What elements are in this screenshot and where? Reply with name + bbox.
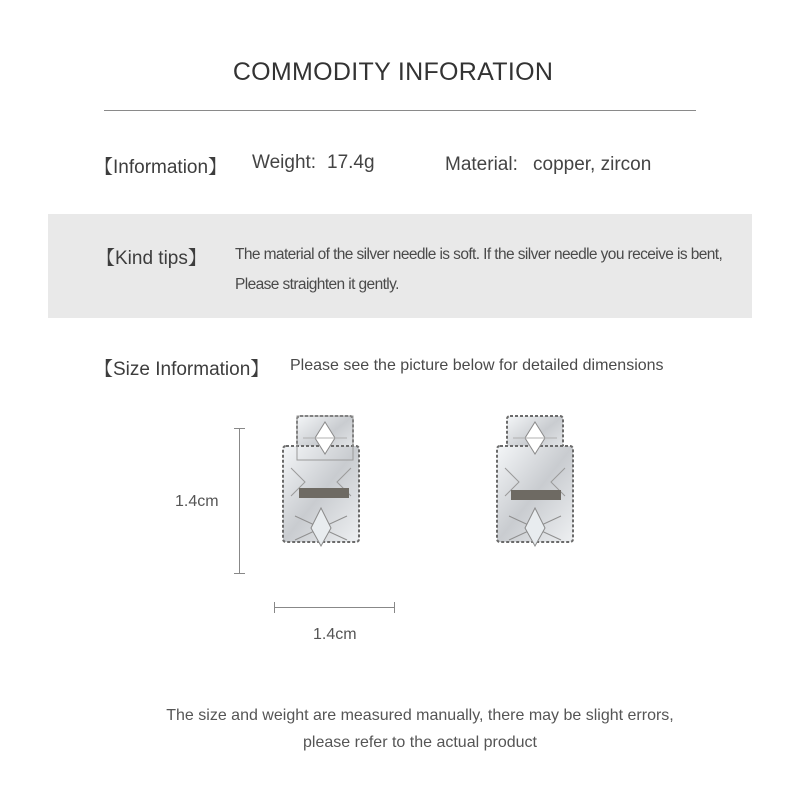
kind-tips-line-1: The material of the silver needle is soft. If the silver needle you receive is bent, [235,246,723,263]
earring-icon [275,412,365,552]
kind-tips-line-2: Please straighten it gently. [235,276,399,293]
width-dimension-cap-right [394,602,395,613]
material-label: Material: [445,154,518,175]
earring-icon [493,412,583,552]
earring-right-image [493,412,583,552]
height-dimension-cap-bottom [234,573,245,574]
footer-note [0,702,800,756]
information-label: 【Information】 [94,157,228,178]
size-information-label: 【Size Information】 [94,359,270,380]
kind-tips-text [235,240,745,300]
kind-tips-label: 【Kind tips】 [96,248,207,269]
footer-line-2: please refer to the actual product [303,734,537,751]
height-dimension-cap-top [234,428,245,429]
earring-left-image [275,412,365,552]
height-dimension-value: 1.4cm [175,493,219,510]
material-value: copper, zircon [533,154,652,175]
weight-label: Weight: [252,152,317,173]
weight-value: 17.4g [327,152,375,173]
size-information-description: Please see the picture below for detailed dimensions [290,357,664,374]
title-divider [104,110,696,111]
width-dimension-line [275,607,395,608]
footer-line-1: The size and weight are measured manually, there may be slight errors, [166,707,674,724]
height-dimension-line [239,428,240,574]
page-title: COMMODITY INFORATION [232,58,554,86]
width-dimension-value: 1.4cm [313,626,357,643]
width-dimension-cap-left [274,602,275,613]
